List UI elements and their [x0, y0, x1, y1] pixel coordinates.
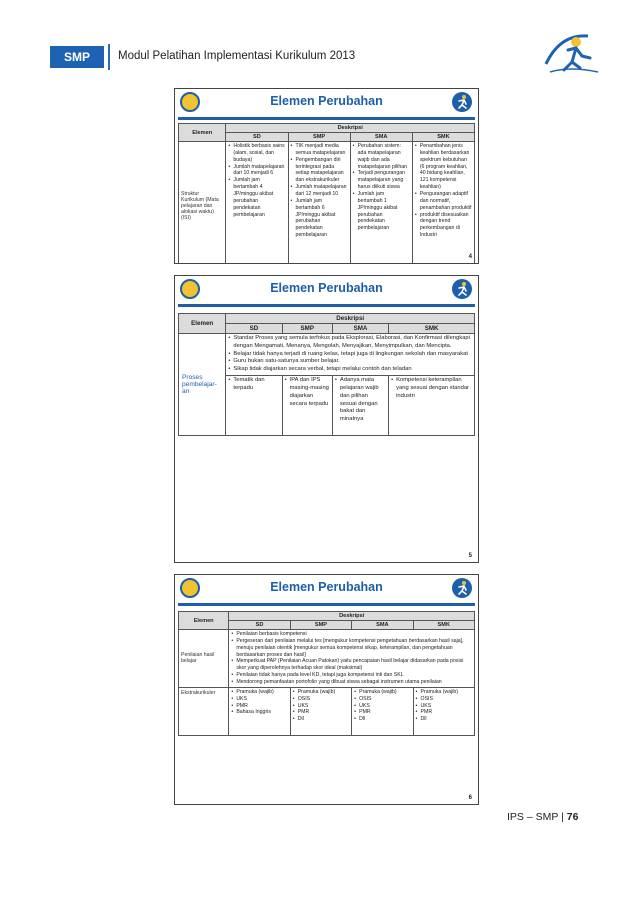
list-item: • Bahasa Inggris	[231, 709, 287, 716]
comparison-table	[178, 611, 475, 736]
slide-proses-pembelajaran	[174, 275, 479, 563]
col-header-elemen: Elemen	[179, 124, 226, 142]
row-label: Penilaian hasil belajar	[179, 630, 229, 688]
slide-title: Elemen Perubahan	[270, 94, 383, 108]
list-item: • Jumlah matapelajaran dari 12 menjadi 10	[291, 184, 348, 198]
cell-sma	[332, 376, 388, 436]
list-item: • Kompetensi keterampilan yang sesuai dengan standar industri	[391, 377, 472, 400]
list-item: • Pramuka (wajib)	[354, 689, 410, 696]
list-item: • UKS	[231, 696, 287, 703]
footer-separator: |	[561, 811, 564, 823]
col-header-sd: SD	[226, 324, 282, 334]
cell-smp	[282, 376, 332, 436]
cell-smk	[389, 376, 475, 436]
list-item: • produktif disesuaikan dengan trend perkembangan di Industri	[415, 212, 472, 239]
row-label: Struktur Kurikulum (Mata pelajaran dan alokasi waktu) (ISI)	[179, 142, 226, 265]
cell-sd	[229, 687, 290, 735]
list-item: • Pergeseran dari penilaian melalui tes [mengukur kompetensi pengetahuan berdasarkan hasil saja], menuju penilaian otentik [mengukur semua kompetensi sikap, keterampilan, dan pengetahuan berdasarkan proses dan hasil]	[231, 638, 472, 659]
list-item: • Belajar tidak hanya terjadi di ruang kelas, tetapi juga di lingkungan sekolah dan masyarakat	[228, 351, 472, 359]
list-item: • PMR	[293, 709, 349, 716]
list-item: • Pengurangan adaptif dan normatif, penambahan produktif	[415, 191, 472, 212]
list-item: • Terjadi pengurangan matapelajaran yang harus diikuti siswa	[353, 170, 410, 191]
list-item: • Dll	[416, 716, 472, 723]
list-item: • Penilaian tidak hanya pada level KD, tetapi juga kompetensi inti dan SKL	[231, 672, 472, 679]
col-header-smp: SMP	[282, 324, 332, 334]
col-header-smp: SMP	[290, 621, 351, 630]
col-header-deskripsi: Deskripsi	[226, 314, 475, 324]
cell-sma	[350, 142, 412, 265]
col-header-elemen: Elemen	[179, 314, 226, 334]
slide-page-number: 6	[468, 795, 472, 801]
cell-smp	[288, 142, 350, 265]
list-item: • Sikap tidak diajarkan secara verbal, tetapi melalui contoh dan teladan	[228, 366, 472, 374]
cell-smk	[412, 142, 474, 265]
list-item: • Pramuka (wajib)	[293, 689, 349, 696]
cell-span-all	[226, 334, 475, 376]
page-footer	[507, 811, 578, 823]
list-item: • Jumlah matapelajaran dari 10 menjadi 6	[228, 164, 285, 178]
col-header-sd: SD	[229, 621, 290, 630]
header-title: Modul Pelatihan Implementasi Kurikulum 2013	[118, 50, 356, 62]
list-item: • TIK menjadi media semua matapelajaran	[291, 143, 348, 157]
col-header-sd: SD	[226, 133, 288, 142]
list-item: • UKS	[293, 703, 349, 710]
cell-sma	[352, 687, 413, 735]
cell-smp	[290, 687, 351, 735]
list-item: • Standar Proses yang semula terfokus pada Eksplorasi, Elaborasi, dan Konfirmasi dilengkapi dengan Mengamati, Menanya, Mengolah, Menyajikan, Menyimpulkan, dan Mencipta.	[228, 335, 472, 351]
title-underline	[178, 304, 475, 307]
slide-title: Elemen Perubahan	[270, 281, 383, 295]
slide-struktur-kurikulum	[174, 88, 479, 264]
row-label: Proses pembelajar-an	[179, 334, 226, 436]
list-item: • Penilaian berbasis kompetensi	[231, 631, 472, 638]
list-item: • Mendorong pemanfaatan portofolio yang dibuat siswa sebagai instrumen utama penilaian	[231, 679, 472, 686]
slide-page-number: 5	[468, 553, 472, 559]
col-header-smk: SMK	[412, 133, 474, 142]
list-item: • Guru bukan satu-satunya sumber belajar.	[228, 358, 472, 366]
list-item: • OSIS	[293, 696, 349, 703]
row-label: Ekstrakurikuler	[179, 687, 229, 735]
list-item: • PMR	[231, 703, 287, 710]
list-item: • PMR	[354, 709, 410, 716]
list-item: • UKS	[416, 703, 472, 710]
col-header-smk: SMK	[389, 324, 475, 334]
list-item: • Holistik berbasis sains (alam, sosial, dan budaya)	[228, 143, 285, 164]
list-item: • Penambahan jenis keahlian berdasarkan spektrum kebutuhan (6 program keahlian, 40 bidang keahlian, 121 kompetensi keahlian)	[415, 143, 472, 191]
list-item: • Dll	[354, 716, 410, 723]
runner-logo-icon	[451, 91, 473, 113]
col-header-deskripsi: Deskripsi	[229, 612, 475, 621]
list-item: • Pengembangan diri terintegrasi pada setiap matapelajaran dan ekstrakurikuler	[291, 157, 348, 184]
list-item: • Jumlah jam bertambah 1 JP/minggu akibat perubahan pendekatan pembelajaran	[353, 191, 410, 232]
col-header-deskripsi: Deskripsi	[226, 124, 475, 133]
slide-page-number: 4	[468, 254, 472, 260]
list-item: • OSIS	[354, 696, 410, 703]
title-underline	[178, 117, 475, 120]
list-item: • OSIS	[416, 696, 472, 703]
cell-span-all	[229, 630, 475, 688]
list-item: • Pramuka (wajib)	[416, 689, 472, 696]
footer-label: IPS – SMP	[507, 811, 559, 823]
col-header-sma: SMA	[332, 324, 388, 334]
slide-penilaian	[174, 574, 479, 805]
kurikulum-logo-icon	[540, 28, 602, 78]
cell-smk	[413, 687, 474, 735]
list-item: • Perubahan sistem: ada matapelajaran wajib dan ada matapelajaran pilihan	[353, 143, 410, 170]
list-item: • Pramuka (wajib)	[231, 689, 287, 696]
slide-title: Elemen Perubahan	[270, 580, 383, 594]
runner-logo-icon	[451, 278, 473, 300]
col-header-smp: SMP	[288, 133, 350, 142]
list-item: • Memperkuat PAP (Penilaian Acuan Patokan) yaitu pencapaian hasil belajar didasarkan pada posisi skor yang diperolehnya terhadap skor ideal (maksimal)	[231, 658, 472, 672]
runner-logo-icon	[451, 577, 473, 599]
list-item: • PMR	[416, 709, 472, 716]
col-header-sma: SMA	[352, 621, 413, 630]
list-item: • Jumlah jam bertambah 4 JP/minggu akibat perubahan pendekatan pembelajaran	[228, 177, 285, 218]
col-header-elemen: Elemen	[179, 612, 229, 630]
cell-sd	[226, 376, 282, 436]
header-tag: SMP	[50, 46, 104, 68]
header-divider	[108, 44, 110, 70]
page-number: 76	[566, 811, 579, 823]
list-item: • Jumlah jam bertambah 6 JP/minggu akibat perubahan pendekatan pembelajaran	[291, 198, 348, 239]
col-header-sma: SMA	[350, 133, 412, 142]
list-item: • UKS	[354, 703, 410, 710]
list-item: • IPA dan IPS masing-masing diajarkan secara terpadu	[285, 377, 330, 408]
list-item: • Dll	[293, 716, 349, 723]
title-underline	[178, 603, 475, 606]
comparison-table	[178, 313, 475, 436]
list-item: • Tematik dan terpadu	[228, 377, 279, 393]
list-item: • Adanya mata pelajaran wajib dan pilihan sesuai dengan bakat dan minatnya	[335, 377, 386, 424]
col-header-smk: SMK	[413, 621, 474, 630]
cell-sd	[226, 142, 288, 265]
comparison-table	[178, 123, 475, 264]
